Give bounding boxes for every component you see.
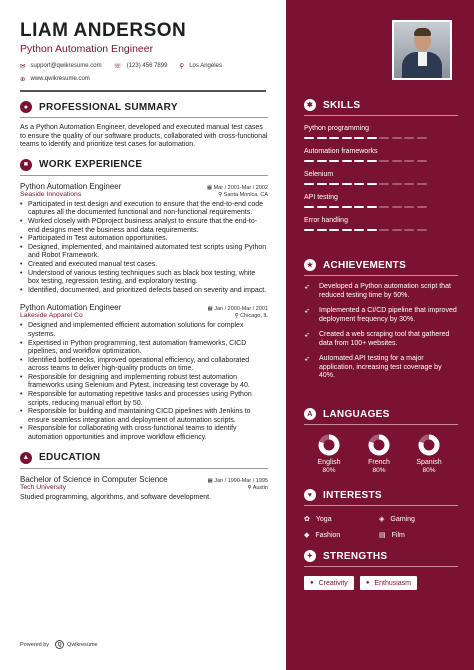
skill-level-bar — [304, 160, 458, 162]
list-item: • Designed, implemented, and maintained automated test scripts using Python and Robot Framework. — [20, 244, 268, 261]
list-item: • Identified, documented, and prioritized defects based on severity and impact. — [20, 287, 268, 296]
section-rule — [304, 115, 458, 116]
skill-item — [304, 125, 458, 139]
section-rule — [304, 566, 458, 567]
language-level: 80% — [422, 467, 436, 474]
powered-label: Powered by — [20, 641, 50, 648]
list-item: • Responsible for collaborating with cross-functional teams to identify automation opportunities and improve workflow efficiency. — [20, 425, 268, 442]
skill-name: Automation frameworks — [304, 148, 378, 155]
experience-section — [20, 159, 268, 443]
phone-text: (123) 456 7899 — [126, 63, 168, 69]
list-item: • Worked closely with POproject business analyst to ensure that the end-to-end designs meet the business and data requirements. — [20, 218, 268, 235]
skill-item — [304, 194, 458, 208]
section-rule — [20, 117, 268, 118]
list-item: ➶ Created a web scraping tool that gathered data from 100+ websites. — [304, 331, 450, 347]
language-icon: A — [304, 408, 316, 420]
education-date: Jan / 1990-Mar / 1995 — [214, 477, 268, 484]
strengths-title: STRENGTHS — [323, 550, 388, 562]
list-item: • Participated in Test automation opportunities. — [20, 235, 268, 244]
job-location: Santa Monica, CA — [223, 191, 268, 198]
strength-badge: ● Enthusiasm — [360, 576, 417, 590]
location-text: Los Angeles — [189, 63, 222, 69]
achievements-title: ACHIEVEMENTS — [323, 259, 407, 271]
rocket-icon: ➶ — [304, 356, 310, 363]
skill-item — [304, 217, 458, 231]
summary-section — [20, 101, 268, 150]
list-item: ➶ Implemented a CI/CD pipeline that improved deployment frequency by 30%. — [304, 307, 457, 323]
skill-level-bar — [304, 229, 458, 231]
education-desc: Studied programming, algorithms, and software development. — [20, 493, 212, 501]
language-name: French — [368, 459, 390, 466]
interest-item: ✿ Yoga — [304, 515, 332, 523]
experience-title: WORK EXPERIENCE — [39, 159, 143, 171]
list-item: • Participated in test design and execution to ensure that the end-to-end code captures all the documented functional and non-functional requirements. — [20, 201, 268, 218]
skill-name: Error handling — [304, 217, 348, 224]
gear-icon: ✱ — [304, 99, 316, 111]
job-bullets — [20, 322, 268, 442]
person-icon: ● — [20, 101, 32, 113]
yoga-icon: ✿ — [304, 516, 310, 523]
list-item: • Identified bottlenecks, improved operational efficiency, and collaborated across teams to deliver high-quality products on time. — [20, 357, 268, 374]
job-date: Mar / 2001-Mar / 2002 — [213, 184, 268, 191]
skill-level-bar — [304, 206, 458, 208]
name-heading: LIAM ANDERSON — [20, 20, 187, 41]
job-date: Jan / 2000-Mar / 2001 — [214, 306, 268, 313]
list-item: • Designed and implemented efficient automation solutions for complex systems. — [20, 322, 268, 339]
contact-row — [20, 62, 268, 70]
skill-name: Selenium — [304, 171, 334, 178]
film-icon: ▤ — [379, 532, 386, 539]
degree-title: Bachelor of Science in Computer Science — [20, 474, 168, 484]
job-location: Chicago, IL — [240, 313, 268, 320]
role-heading: Python Automation Engineer — [20, 43, 154, 55]
interests-section — [304, 489, 458, 539]
location-icon: ⚲ — [179, 63, 185, 70]
job-company: Seaside Innovations — [20, 190, 82, 198]
languages-section — [304, 408, 458, 474]
calendar-icon: ▦ — [207, 306, 215, 313]
section-rule — [20, 175, 268, 176]
job-title: Python Automation Engineer — [20, 181, 122, 191]
skill-item — [304, 171, 458, 185]
calendar-icon: ▦ — [207, 477, 215, 484]
skill-level-bar — [304, 183, 458, 185]
section-rule — [304, 275, 458, 276]
language-item — [404, 434, 454, 474]
language-item — [354, 434, 404, 474]
job-bullets — [20, 201, 268, 296]
globe-icon: ⊕ — [20, 76, 26, 83]
skill-name: API testing — [304, 194, 338, 201]
graduation-cap-icon: ▲ — [20, 452, 32, 464]
skills-title: SKILLS — [323, 99, 361, 111]
job-entry — [20, 182, 268, 296]
language-level: 80% — [372, 467, 386, 474]
language-level: 80% — [322, 467, 336, 474]
summary-text: As a Python Automation Engineer, developed and executed manual test cases to ensure the quality of our software products, collaborated with cross-functional teams to identify and prioritize test cases for automation. — [20, 124, 268, 149]
interest-item: ▤ Film — [379, 531, 405, 539]
fashion-icon: ◆ — [304, 532, 310, 539]
language-name: Spanish — [416, 459, 442, 466]
skills-section — [304, 99, 458, 231]
dot-icon: ● — [310, 580, 314, 586]
education-section — [20, 452, 268, 501]
brand-link[interactable]: Qwikresume — [67, 641, 98, 648]
language-ring — [368, 434, 390, 456]
summary-title: PROFESSIONAL SUMMARY — [39, 101, 178, 113]
interests-title: INTERESTS — [323, 489, 382, 501]
list-item: • Understood of various testing techniques such as black box testing, white box testing, regression testing, and exploratory testing. — [20, 270, 268, 287]
strengths-section — [304, 550, 458, 590]
email-link[interactable]: support@qwikresume.com — [30, 63, 102, 69]
job-title: Python Automation Engineer — [20, 303, 122, 313]
trophy-icon: ★ — [304, 259, 316, 271]
profile-photo — [392, 20, 452, 80]
section-rule — [304, 505, 458, 506]
pin-icon: ⚲ — [247, 484, 253, 491]
section-rule — [20, 468, 268, 469]
calendar-icon: ▦ — [206, 184, 214, 191]
interest-item: ◆ Fashion — [304, 531, 341, 539]
gamepad-icon: ◈ — [379, 516, 385, 523]
language-ring — [418, 434, 440, 456]
skill-level-bar — [304, 137, 458, 139]
interest-item: ◈ Gaming — [379, 515, 415, 523]
website-row — [20, 75, 268, 83]
powered-by — [20, 640, 98, 649]
header-divider — [20, 90, 266, 92]
job-company: Lakeside Apparel Co — [20, 312, 83, 320]
education-title: EDUCATION — [39, 452, 101, 464]
pin-icon: ⚲ — [218, 191, 224, 198]
achievements-section — [304, 259, 458, 381]
briefcase-icon: ■ — [20, 159, 32, 171]
skill-item — [304, 148, 458, 162]
school-location: Austin — [252, 484, 268, 491]
job-entry — [20, 303, 268, 442]
list-item: • Responsible for designing and implementing robust test automation frameworks using Selenium and Pytest, increasing test coverage by 40. — [20, 374, 268, 391]
list-item: ➶ Developed a Python automation script that reduced testing time by 50%. — [304, 283, 451, 299]
skill-name: Python programming — [304, 125, 369, 132]
rocket-icon: ➶ — [304, 284, 310, 291]
dot-icon: ● — [365, 580, 370, 586]
list-item: ➶ Automated API testing for a major application, increasing test coverage by 40%. — [304, 355, 442, 379]
rocket-icon: ➶ — [304, 308, 310, 315]
brand-logo-icon: Q — [55, 640, 64, 649]
strength-badge: ● Creativity — [304, 576, 354, 590]
list-item: • Responsible for building and maintaining CICD pipelines with Jenkins to ensure seamless integration and deployment of automation scripts. — [20, 408, 268, 425]
list-item: • Responsible for automating repetitive tasks and processes using Python scripts, reducing manual effort by 50. — [20, 391, 268, 408]
languages-title: LANGUAGES — [323, 408, 390, 420]
language-name: English — [317, 459, 341, 466]
sidebar — [286, 0, 474, 670]
website-link[interactable]: www.qwikresume.com — [30, 76, 90, 82]
list-item: • Expertised in Python programming, test automation frameworks, CICD pipelines, and workflow optimization. — [20, 340, 268, 357]
language-item — [304, 434, 354, 474]
section-rule — [304, 424, 458, 425]
phone-icon: ☏ — [113, 63, 122, 70]
rocket-icon: ➶ — [304, 332, 310, 339]
language-ring — [318, 434, 340, 456]
email-icon: ✉ — [20, 63, 26, 70]
pin-icon: ⚲ — [234, 313, 241, 320]
list-item: • Created and executed manual test cases. — [20, 261, 268, 270]
school-name: Tech University — [20, 483, 67, 491]
heart-icon: ♥ — [304, 489, 316, 501]
strength-icon: ✦ — [304, 550, 316, 562]
